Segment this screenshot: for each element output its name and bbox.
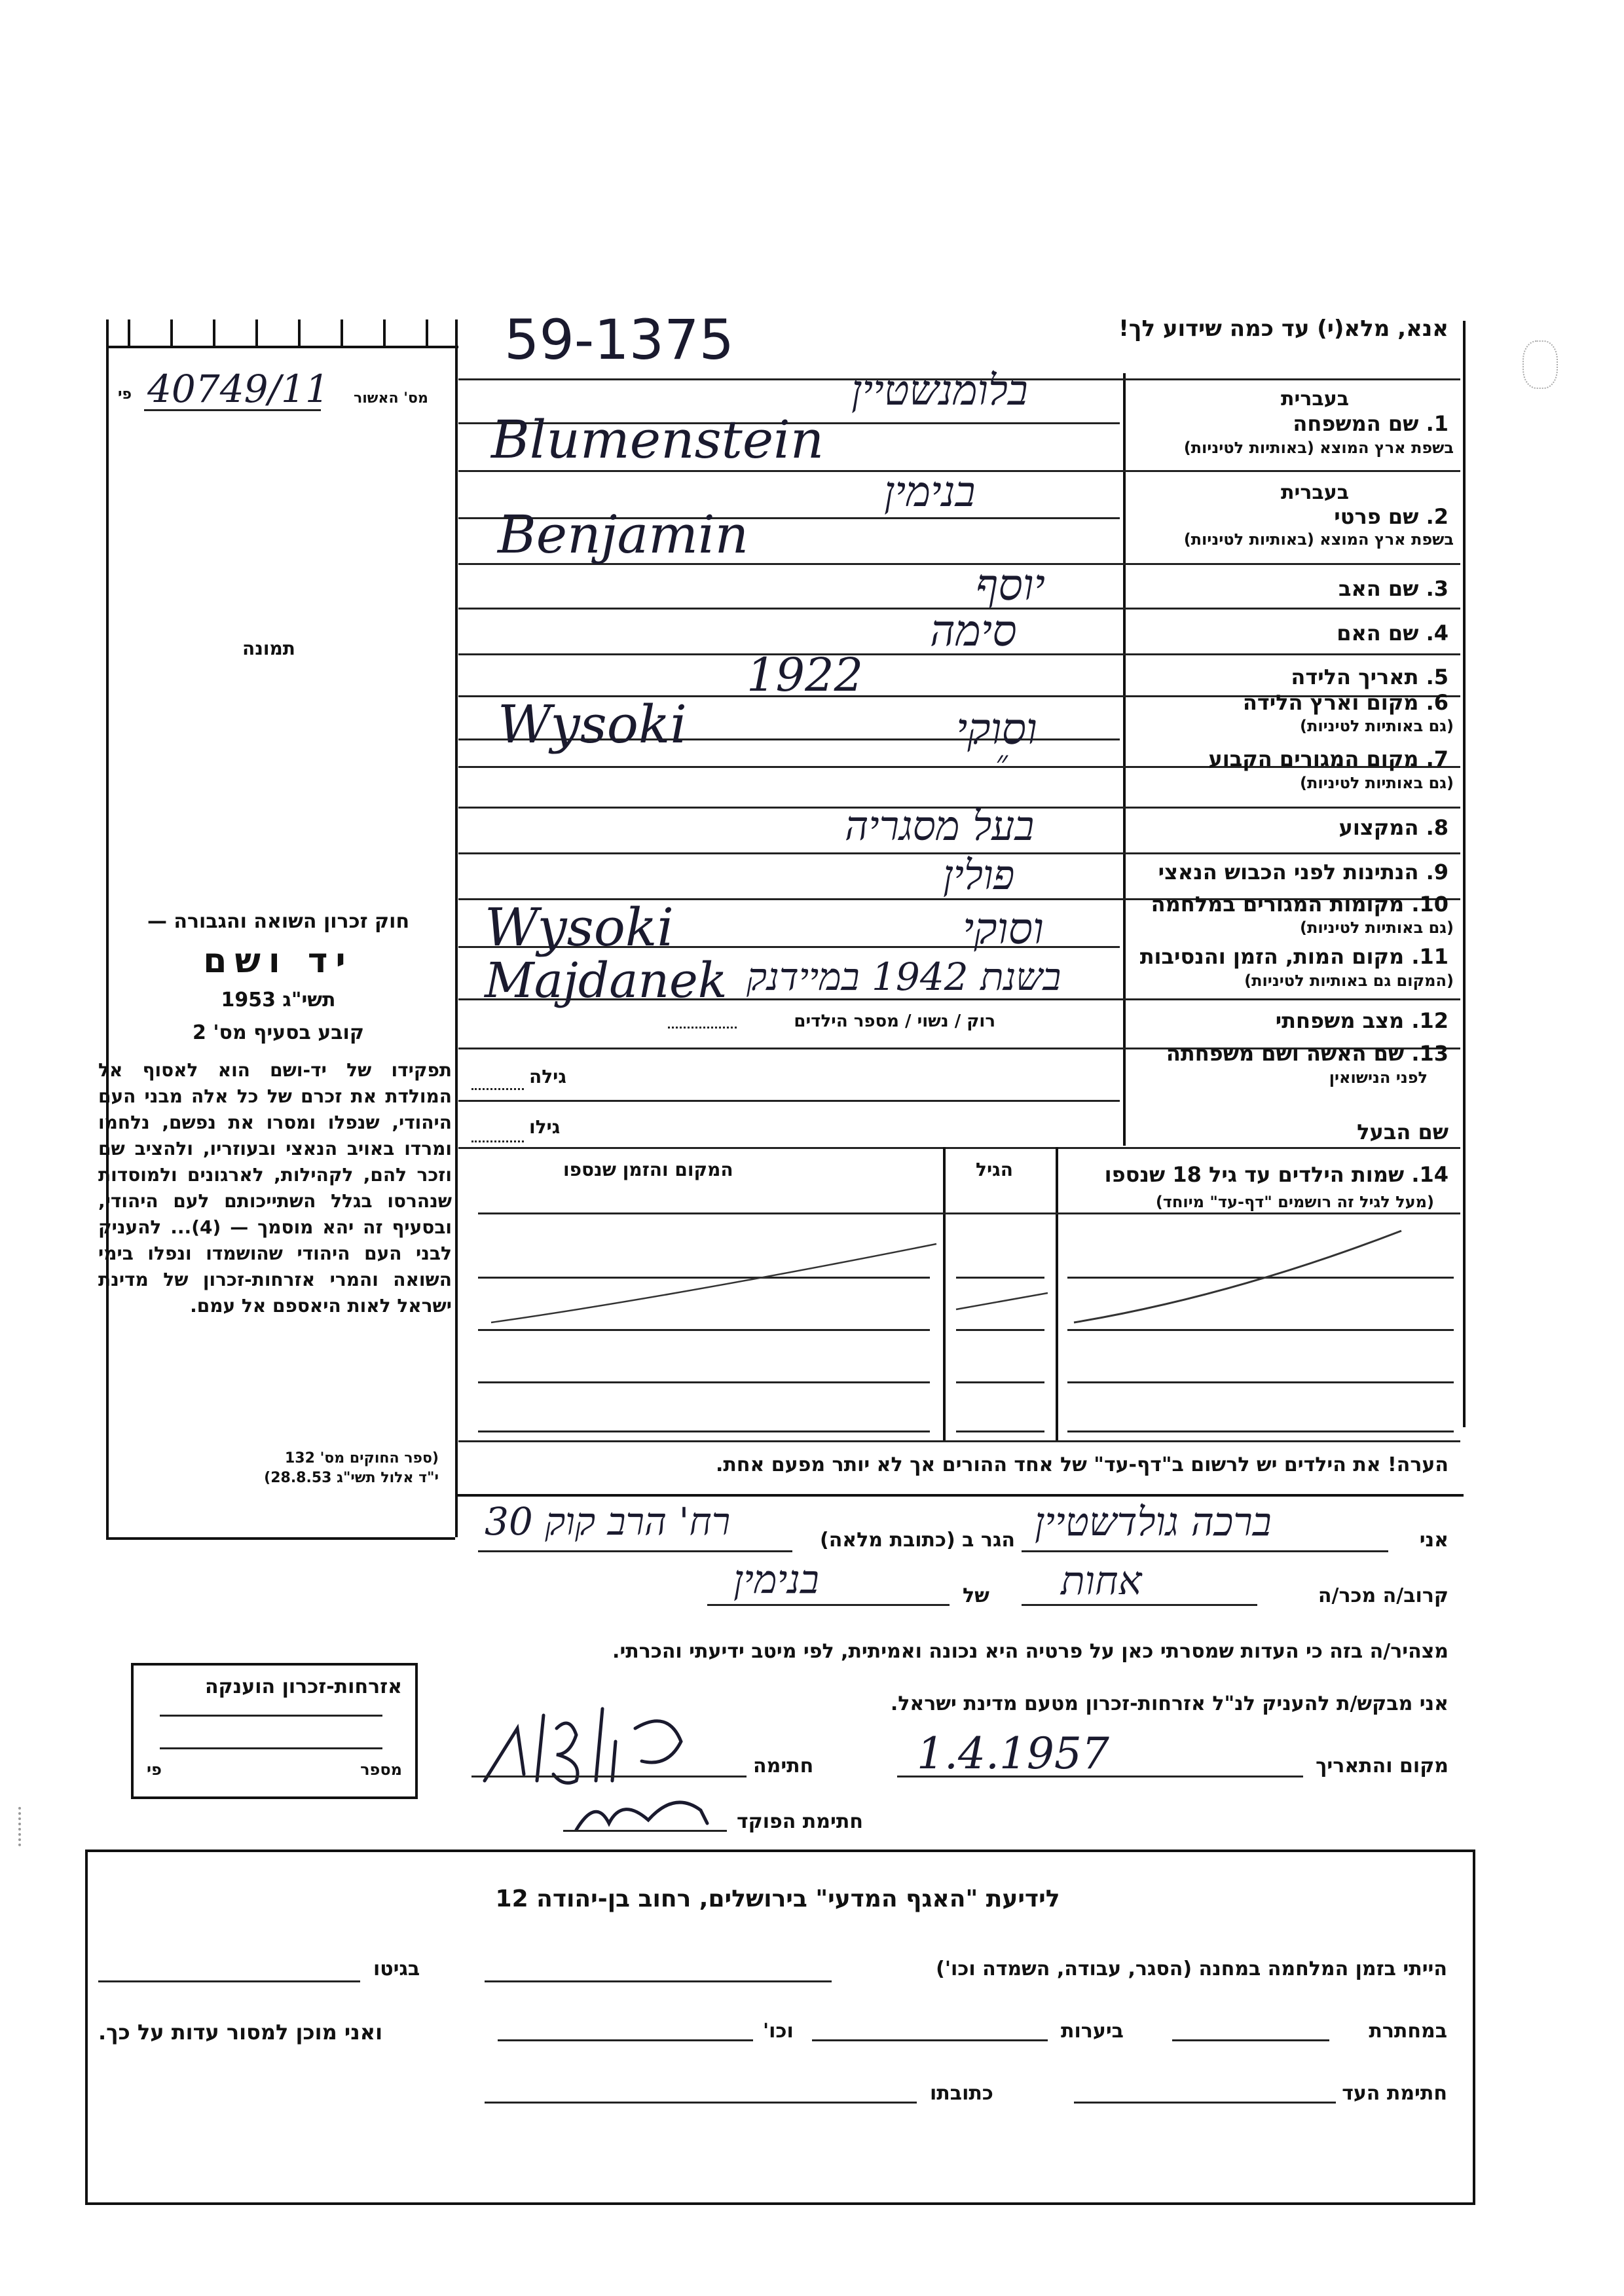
f14-col-age: הגיל bbox=[976, 1159, 1013, 1180]
f12-children-count-blank bbox=[668, 1027, 737, 1029]
f2-hebrew-tag: בעברית bbox=[1281, 481, 1349, 504]
f6-value-hebrew: וסוקי bbox=[956, 704, 1037, 754]
f5-number: 5. bbox=[1426, 665, 1449, 689]
f12-number: 12. bbox=[1411, 1008, 1449, 1033]
f2-value-latin: Benjamin bbox=[498, 504, 749, 565]
f2-value-hebrew: בנימין bbox=[884, 468, 976, 517]
side-year-label: תשי"ג bbox=[282, 989, 336, 1011]
f11-number: 11. bbox=[1411, 944, 1449, 969]
citizenship-title: אזרחות-זכרון הוענקה bbox=[204, 1675, 402, 1698]
f12-label-text: מצב משפחתי bbox=[1275, 1008, 1405, 1033]
bottom-line3-a: חתימת העד bbox=[1342, 2082, 1447, 2105]
note-text: הערה! את הילדים יש לרשום ב"דף-עד" של אחד ההורים אך לא יותר מפעם אחת. bbox=[715, 1453, 1449, 1476]
f3-number: 3. bbox=[1426, 576, 1449, 601]
bottom-line2-c: וכו' bbox=[763, 2020, 794, 2043]
signature-label: חתימה bbox=[753, 1755, 814, 1777]
officer-label: חתימת הפוקד bbox=[737, 1810, 863, 1833]
approval-underline bbox=[144, 409, 321, 411]
photo-label: תמונה bbox=[242, 638, 295, 659]
f8-label-text: המקצוע bbox=[1338, 815, 1419, 840]
citizenship-box bbox=[131, 1663, 418, 1799]
f14-label bbox=[1105, 1162, 1449, 1187]
side-footnote-1: (ספר החוקים מס' 132 bbox=[284, 1450, 439, 1467]
f9-number: 9. bbox=[1426, 860, 1449, 884]
f2-label bbox=[1334, 504, 1449, 529]
bottom-title: לידיעת "האגף המדעי" בירושלים, רחוב בן-יהודה 12 bbox=[495, 1886, 1060, 1912]
f6-label-text: מקום וארץ הלידה bbox=[1242, 690, 1419, 715]
f13-age-label: גילה bbox=[529, 1066, 566, 1087]
f7-number: 7. bbox=[1426, 746, 1449, 771]
side-year-value: 1953 bbox=[221, 989, 276, 1011]
husband-age-label: גילו bbox=[529, 1116, 561, 1138]
f1-value-hebrew: בלומנשטיין bbox=[851, 367, 1028, 415]
f14-col-place: המקום והזמן שנספו bbox=[563, 1159, 733, 1180]
side-clause: קובע בסעיף מס' 2 bbox=[193, 1021, 364, 1044]
declaration-line1: מצהיר/ה בזה כי העדות שמסרתי כאן על פרטיה היא נכונה ואמיתית, לפי מיטב ידיעתי והכרתי. bbox=[612, 1640, 1449, 1663]
f13-age-blank bbox=[471, 1088, 524, 1090]
f7-label-text: מקום המגורים הקבוע bbox=[1208, 746, 1419, 771]
f9-value: פולין bbox=[943, 851, 1015, 899]
file-number: 59-1375 bbox=[504, 308, 734, 372]
f6-label bbox=[1243, 690, 1449, 715]
scan-artifact bbox=[18, 1807, 35, 1846]
f4-number: 4. bbox=[1426, 621, 1449, 646]
f14-label-text: שמות הילדים עד גיל 18 שנספו bbox=[1104, 1162, 1405, 1187]
side-footnote-2: י"ד אלול תשי"ג 28.8.53) bbox=[264, 1470, 439, 1486]
citizenship-number-label: מספר bbox=[360, 1760, 402, 1779]
field-column-divider bbox=[1123, 373, 1126, 1146]
f1-label-text: שם המשפחה bbox=[1293, 411, 1419, 436]
husband-label: שם הבעל bbox=[1357, 1120, 1449, 1144]
side-panel-bottom bbox=[106, 1537, 455, 1540]
bottom-line1-b: בגיטו bbox=[373, 1958, 420, 1980]
bottom-line2-b: ביערות bbox=[1061, 2020, 1124, 2043]
frame-right bbox=[1463, 321, 1466, 1427]
ani-name: ברכה גולדשטיין bbox=[1035, 1499, 1272, 1545]
side-title: חוק זכרון השואה והגבורה — bbox=[147, 910, 410, 933]
f13-label bbox=[1166, 1041, 1449, 1066]
of-label: של bbox=[963, 1584, 989, 1607]
f5-label bbox=[1291, 665, 1449, 689]
f1-sub: בשפת ארץ המוצא (באותיות לטיניות) bbox=[1183, 439, 1454, 457]
f11-label bbox=[1140, 944, 1449, 969]
f6-sub: (גם באותיות לטיניות) bbox=[1300, 717, 1454, 735]
relation-label: קרוב/ה מכר/ה bbox=[1318, 1584, 1449, 1607]
f7-value: ״ bbox=[995, 743, 1008, 781]
f11-value-hebrew: בשנת 1942 במיידנק bbox=[747, 955, 1061, 999]
bottom-line2-a: במחתרת bbox=[1369, 2020, 1447, 2043]
f2-label-text: שם פרטי bbox=[1334, 504, 1419, 529]
approval-number: 40749/11 bbox=[147, 367, 329, 411]
f8-value: בעל מסגריה bbox=[845, 802, 1035, 850]
place-date-label: מקום והתאריך bbox=[1316, 1755, 1449, 1777]
citizenship-number-prefix: פי bbox=[147, 1760, 162, 1779]
frame-left bbox=[106, 319, 109, 1537]
ani-label: אני bbox=[1419, 1529, 1449, 1552]
place-date-value: 1.4.1957 bbox=[917, 1728, 1109, 1779]
f2-sub: בשפת ארץ המוצא (באותיות לטיניות) bbox=[1183, 530, 1454, 549]
f1-hebrew-tag: בעברית bbox=[1281, 388, 1349, 410]
f4-label bbox=[1337, 621, 1449, 646]
f13-number: 13. bbox=[1411, 1041, 1449, 1066]
frame-panel-divider bbox=[455, 319, 458, 1537]
f10-number: 10. bbox=[1411, 892, 1449, 917]
top-notice: אנא, מלא(י) עד כמה שידוע לך! bbox=[1118, 316, 1449, 342]
f6-number: 6. bbox=[1426, 690, 1449, 715]
side-year bbox=[111, 989, 445, 1011]
f5-label-text: תאריך הלידה bbox=[1291, 665, 1419, 689]
f11-label-text: מקום המות, הזמן והנסיבות bbox=[1139, 944, 1405, 969]
f4-label-text: שם האם bbox=[1337, 621, 1419, 646]
f14-number: 14. bbox=[1411, 1162, 1449, 1187]
relation-value: אחות bbox=[1061, 1558, 1142, 1604]
f9-label-text: הנתינות לפני הכבוש הנאצי bbox=[1158, 860, 1419, 884]
of-value: בנימין bbox=[733, 1557, 819, 1603]
f10-value-hebrew: וסוקי bbox=[963, 903, 1044, 954]
side-org: יד ושם bbox=[203, 941, 354, 981]
f3-label-text: שם האב bbox=[1338, 576, 1419, 601]
address-label: הגר ב (כתובת מלאה) bbox=[819, 1529, 1015, 1552]
declarant-signature bbox=[471, 1689, 747, 1794]
f11-value-latin: Majdanek bbox=[485, 953, 728, 1009]
f1-number: 1. bbox=[1426, 411, 1449, 436]
children-strike-lines bbox=[478, 1218, 1460, 1362]
f6-value-latin: Wysoki bbox=[498, 694, 687, 755]
f14-sub: (מעל לגיל זה רושמים "דף-עד" מיוחד) bbox=[1155, 1193, 1434, 1211]
f10-sub: (גם באותיות לטיניות) bbox=[1300, 919, 1454, 937]
scan-artifact bbox=[1522, 340, 1558, 389]
f1-label bbox=[1293, 411, 1449, 436]
f3-label bbox=[1338, 576, 1449, 601]
f3-value: יוסף bbox=[976, 560, 1045, 610]
f13-label-text: שם האשה ושם משפחתה bbox=[1166, 1041, 1405, 1066]
f2-number: 2. bbox=[1426, 504, 1449, 529]
address-value: רח' הרב קוק 30 bbox=[485, 1499, 731, 1544]
approval-label: מס' האשור bbox=[354, 390, 428, 407]
bottom-line2-d: ואני מוכן למסור עדות על כך. bbox=[98, 2020, 383, 2045]
side-body: תפקידו של יד-ושם הוא לאסוף אל המולדת את זכרם של כל אלה מבני העם היהודי, שנפלו ומסרו את נפשם, נלחמו ומרדו באויב הנאצי ובעוזריו, ולהציב שם וזכר להם, לקהילות, לארגונים ולמוסדות שנהרסו בגלל השתייכותם לעם היהודי, ובסעיף זה יהא מוסמך — (4)... להעניק לבני העם היהודי שהושמדו ונפלו בימי השואה והמרי אזרחות-זכרון של מדינת ישראל לאות היאספם אל עמם. bbox=[98, 1059, 452, 1317]
officer-signature bbox=[570, 1784, 727, 1843]
f5-value: 1922 bbox=[747, 648, 864, 702]
f7-sub: (גם באותיות לטיניות) bbox=[1300, 774, 1454, 792]
f12-options: רוק / נשוי / מספר הילדים bbox=[794, 1011, 995, 1031]
f12-label bbox=[1276, 1008, 1449, 1033]
bottom-line1-a: הייתי בזמן המלחמה במחנה (הסגר, עבודה, השמדה וכו') bbox=[936, 1958, 1447, 1980]
f10-label bbox=[1151, 892, 1449, 917]
tick-strip bbox=[108, 319, 458, 348]
f1-value-latin: Blumenstein bbox=[491, 409, 824, 470]
f4-value: סימה bbox=[930, 606, 1017, 656]
f8-number: 8. bbox=[1426, 815, 1449, 840]
f7-label bbox=[1208, 746, 1449, 771]
declaration-line2: אני מבקש/ת להעניק לנ"ל אזרחות-זכרון מטעם מדינת ישראל. bbox=[890, 1692, 1449, 1715]
bottom-line3-b: כתובתו bbox=[930, 2082, 993, 2105]
husband-age-blank bbox=[471, 1140, 524, 1142]
f8-label bbox=[1339, 815, 1449, 840]
f11-sub: (המקום גם באותיות לטיניות) bbox=[1244, 972, 1454, 990]
f13-sub: לפני הנישואין bbox=[1329, 1068, 1428, 1087]
f10-label-text: מקומות המגורים במלחמה bbox=[1151, 892, 1405, 917]
f9-label bbox=[1158, 860, 1449, 884]
f10-value-latin: Wysoki bbox=[485, 897, 674, 958]
approval-prefix: פי bbox=[118, 386, 132, 403]
